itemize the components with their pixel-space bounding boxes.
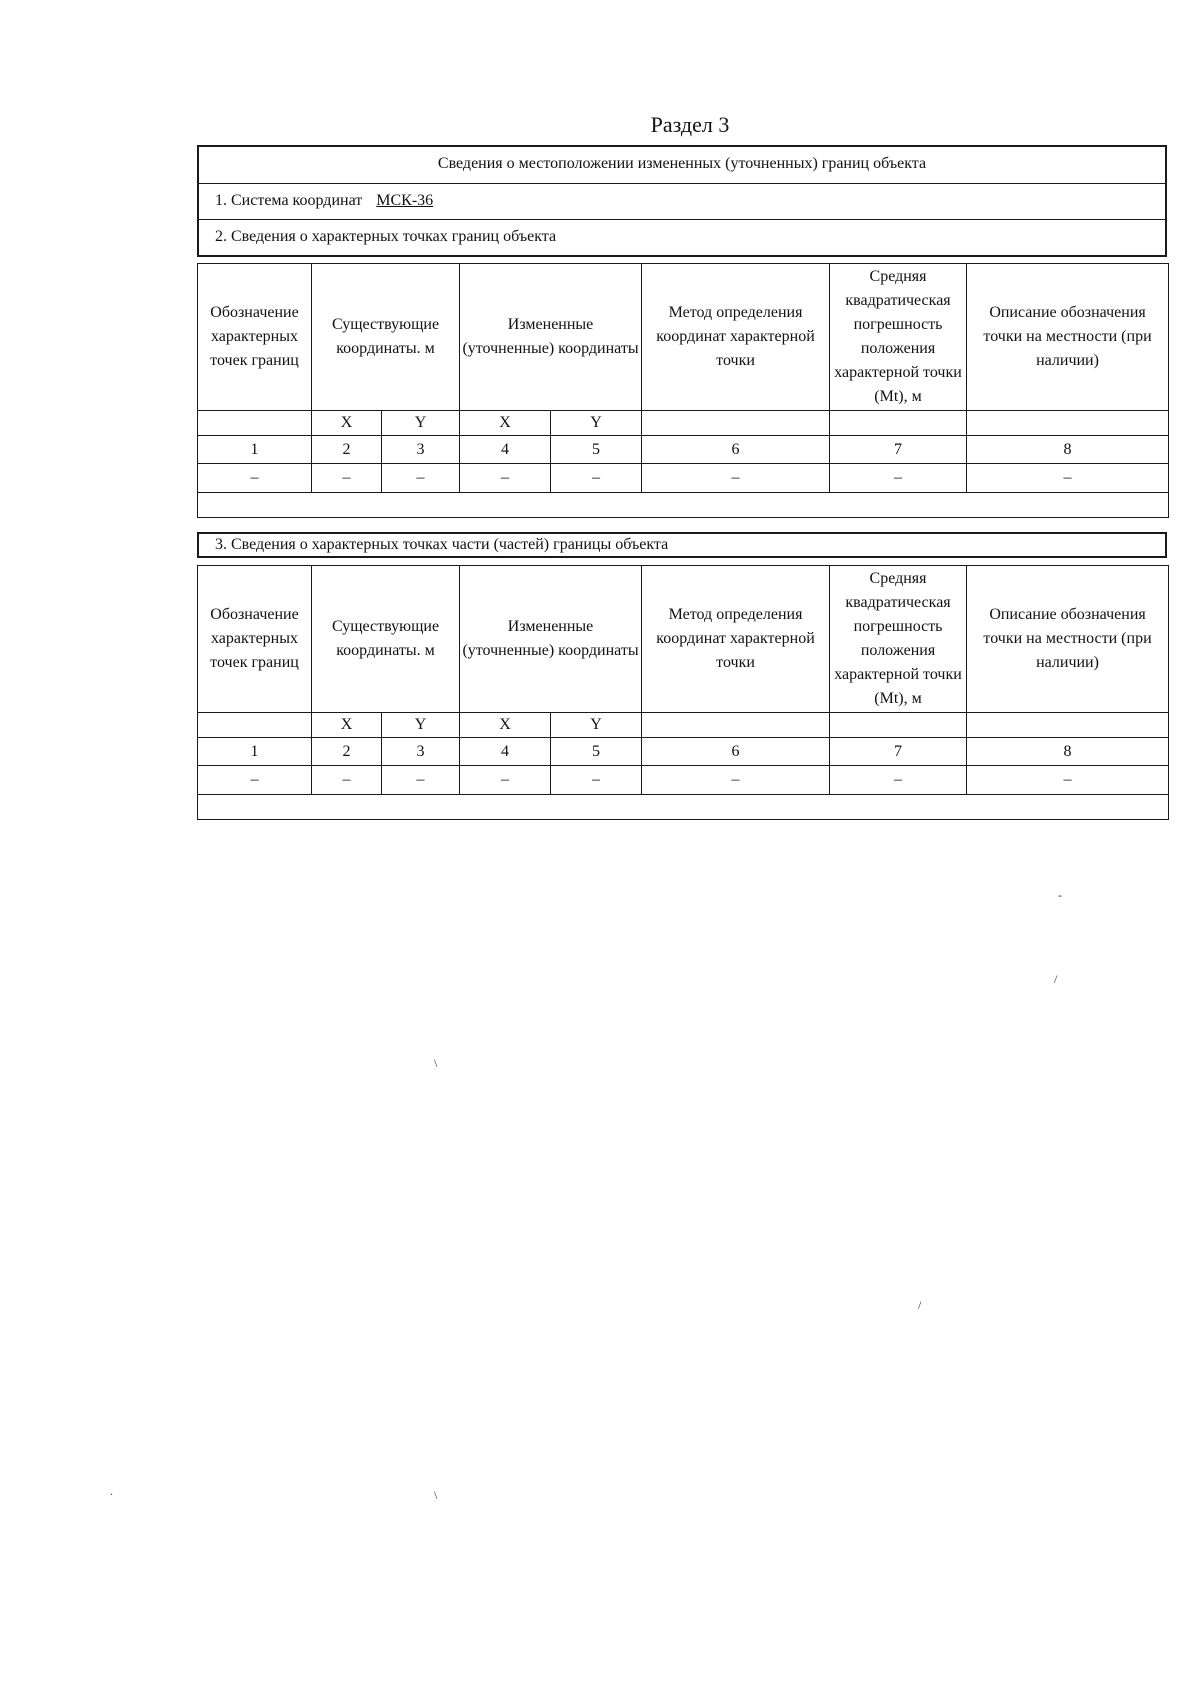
subheader-empty bbox=[642, 411, 830, 436]
subheader-x: X bbox=[312, 411, 382, 436]
column-number: 6 bbox=[642, 738, 830, 766]
cell-dash: – bbox=[551, 464, 642, 493]
column-number: 1 bbox=[198, 436, 312, 464]
scan-speck: \ bbox=[434, 1488, 438, 1502]
info-box bbox=[197, 145, 1167, 257]
boundary-points-table bbox=[197, 263, 1169, 518]
col-mean-error: Средняя квадратическая погрешность положения характерной точки (Mt), м bbox=[830, 264, 967, 411]
column-number: 8 bbox=[967, 738, 1169, 766]
cell-dash: – bbox=[198, 766, 312, 795]
column-number: 5 bbox=[551, 436, 642, 464]
column-numbers-row bbox=[198, 436, 1169, 464]
col-point-designation: Обозначение характерных точек границ bbox=[198, 264, 312, 411]
column-number: 8 bbox=[967, 436, 1169, 464]
coord-system-label: 1. Система координат bbox=[215, 192, 363, 209]
header-row bbox=[198, 264, 1169, 411]
subheader-y: Y bbox=[551, 411, 642, 436]
cell-dash: – bbox=[830, 766, 967, 795]
subheader-y: Y bbox=[382, 713, 460, 738]
cell-dash: – bbox=[642, 464, 830, 493]
column-number: 2 bbox=[312, 738, 382, 766]
col-changed-coords: Измененные (уточненные) координаты bbox=[460, 264, 642, 411]
subheader-y: Y bbox=[551, 713, 642, 738]
coord-system-value: МСК-36 bbox=[376, 192, 434, 209]
subheader-empty bbox=[198, 713, 312, 738]
col-existing-coords: Существующие координаты. м bbox=[312, 566, 460, 713]
col-changed-coords: Измененные (уточненные) координаты bbox=[460, 566, 642, 713]
col-existing-coords: Существующие координаты. м bbox=[312, 264, 460, 411]
column-number: 5 bbox=[551, 738, 642, 766]
column-number: 2 bbox=[312, 436, 382, 464]
subheader-empty bbox=[642, 713, 830, 738]
scan-speck: \ bbox=[434, 1056, 438, 1070]
column-number: 3 bbox=[382, 738, 460, 766]
cell-dash: – bbox=[312, 766, 382, 795]
cell-dash: – bbox=[198, 464, 312, 493]
coord-system-row bbox=[199, 183, 1165, 219]
column-number: 7 bbox=[830, 738, 967, 766]
subheader-x: X bbox=[460, 411, 551, 436]
col-description: Описание обозначения точки на местности (при наличии) bbox=[967, 566, 1169, 713]
table-row bbox=[198, 464, 1169, 493]
column-number: 4 bbox=[460, 738, 551, 766]
scan-speck: - bbox=[1058, 888, 1062, 902]
column-number: 1 bbox=[198, 738, 312, 766]
empty-cell bbox=[198, 493, 1169, 518]
cell-dash: – bbox=[382, 766, 460, 795]
subheader-y: Y bbox=[382, 411, 460, 436]
subheader-x: X bbox=[460, 713, 551, 738]
subheader-empty bbox=[967, 713, 1169, 738]
col-point-designation: Обозначение характерных точек границ bbox=[198, 566, 312, 713]
section-title: Раздел 3 bbox=[650, 112, 730, 137]
subheader-empty bbox=[830, 411, 967, 436]
subheader-empty bbox=[967, 411, 1169, 436]
cell-dash: – bbox=[642, 766, 830, 795]
scan-speck: . bbox=[110, 1484, 113, 1498]
cell-dash: – bbox=[551, 766, 642, 795]
col-method: Метод определения координат характерной точки bbox=[642, 264, 830, 411]
scan-speck: / bbox=[918, 1298, 922, 1312]
col-description: Описание обозначения точки на местности (при наличии) bbox=[967, 264, 1169, 411]
column-number: 6 bbox=[642, 436, 830, 464]
scan-speck: / bbox=[1054, 972, 1058, 986]
subheader-row bbox=[198, 713, 1169, 738]
subheader-empty bbox=[198, 411, 312, 436]
subheader-x: X bbox=[312, 713, 382, 738]
info-heading: Сведения о местоположении измененных (уточненных) границ объекта bbox=[437, 155, 927, 172]
empty-row bbox=[198, 795, 1169, 820]
cell-dash: – bbox=[460, 464, 551, 493]
column-number: 3 bbox=[382, 436, 460, 464]
column-number: 4 bbox=[460, 436, 551, 464]
col-method: Метод определения координат характерной точки bbox=[642, 566, 830, 713]
cell-dash: – bbox=[967, 766, 1169, 795]
cell-dash: – bbox=[382, 464, 460, 493]
part-boundary-points-table bbox=[197, 565, 1169, 820]
column-number: 7 bbox=[830, 436, 967, 464]
table-row bbox=[198, 766, 1169, 795]
cell-dash: – bbox=[460, 766, 551, 795]
column-numbers-row bbox=[198, 738, 1169, 766]
subheader-row bbox=[198, 411, 1169, 436]
empty-row bbox=[198, 493, 1169, 518]
points-label: 2. Сведения о характерных точках границ объекта bbox=[199, 219, 1165, 255]
cell-dash: – bbox=[312, 464, 382, 493]
col-mean-error: Средняя квадратическая погрешность положения характерной точки (Mt), м bbox=[830, 566, 967, 713]
subheader-empty bbox=[830, 713, 967, 738]
cell-dash: – bbox=[830, 464, 967, 493]
cell-dash: – bbox=[967, 464, 1169, 493]
header-row bbox=[198, 566, 1169, 713]
part-points-label: 3. Сведения о характерных точках части (частей) границы объекта bbox=[197, 532, 1167, 558]
empty-cell bbox=[198, 795, 1169, 820]
